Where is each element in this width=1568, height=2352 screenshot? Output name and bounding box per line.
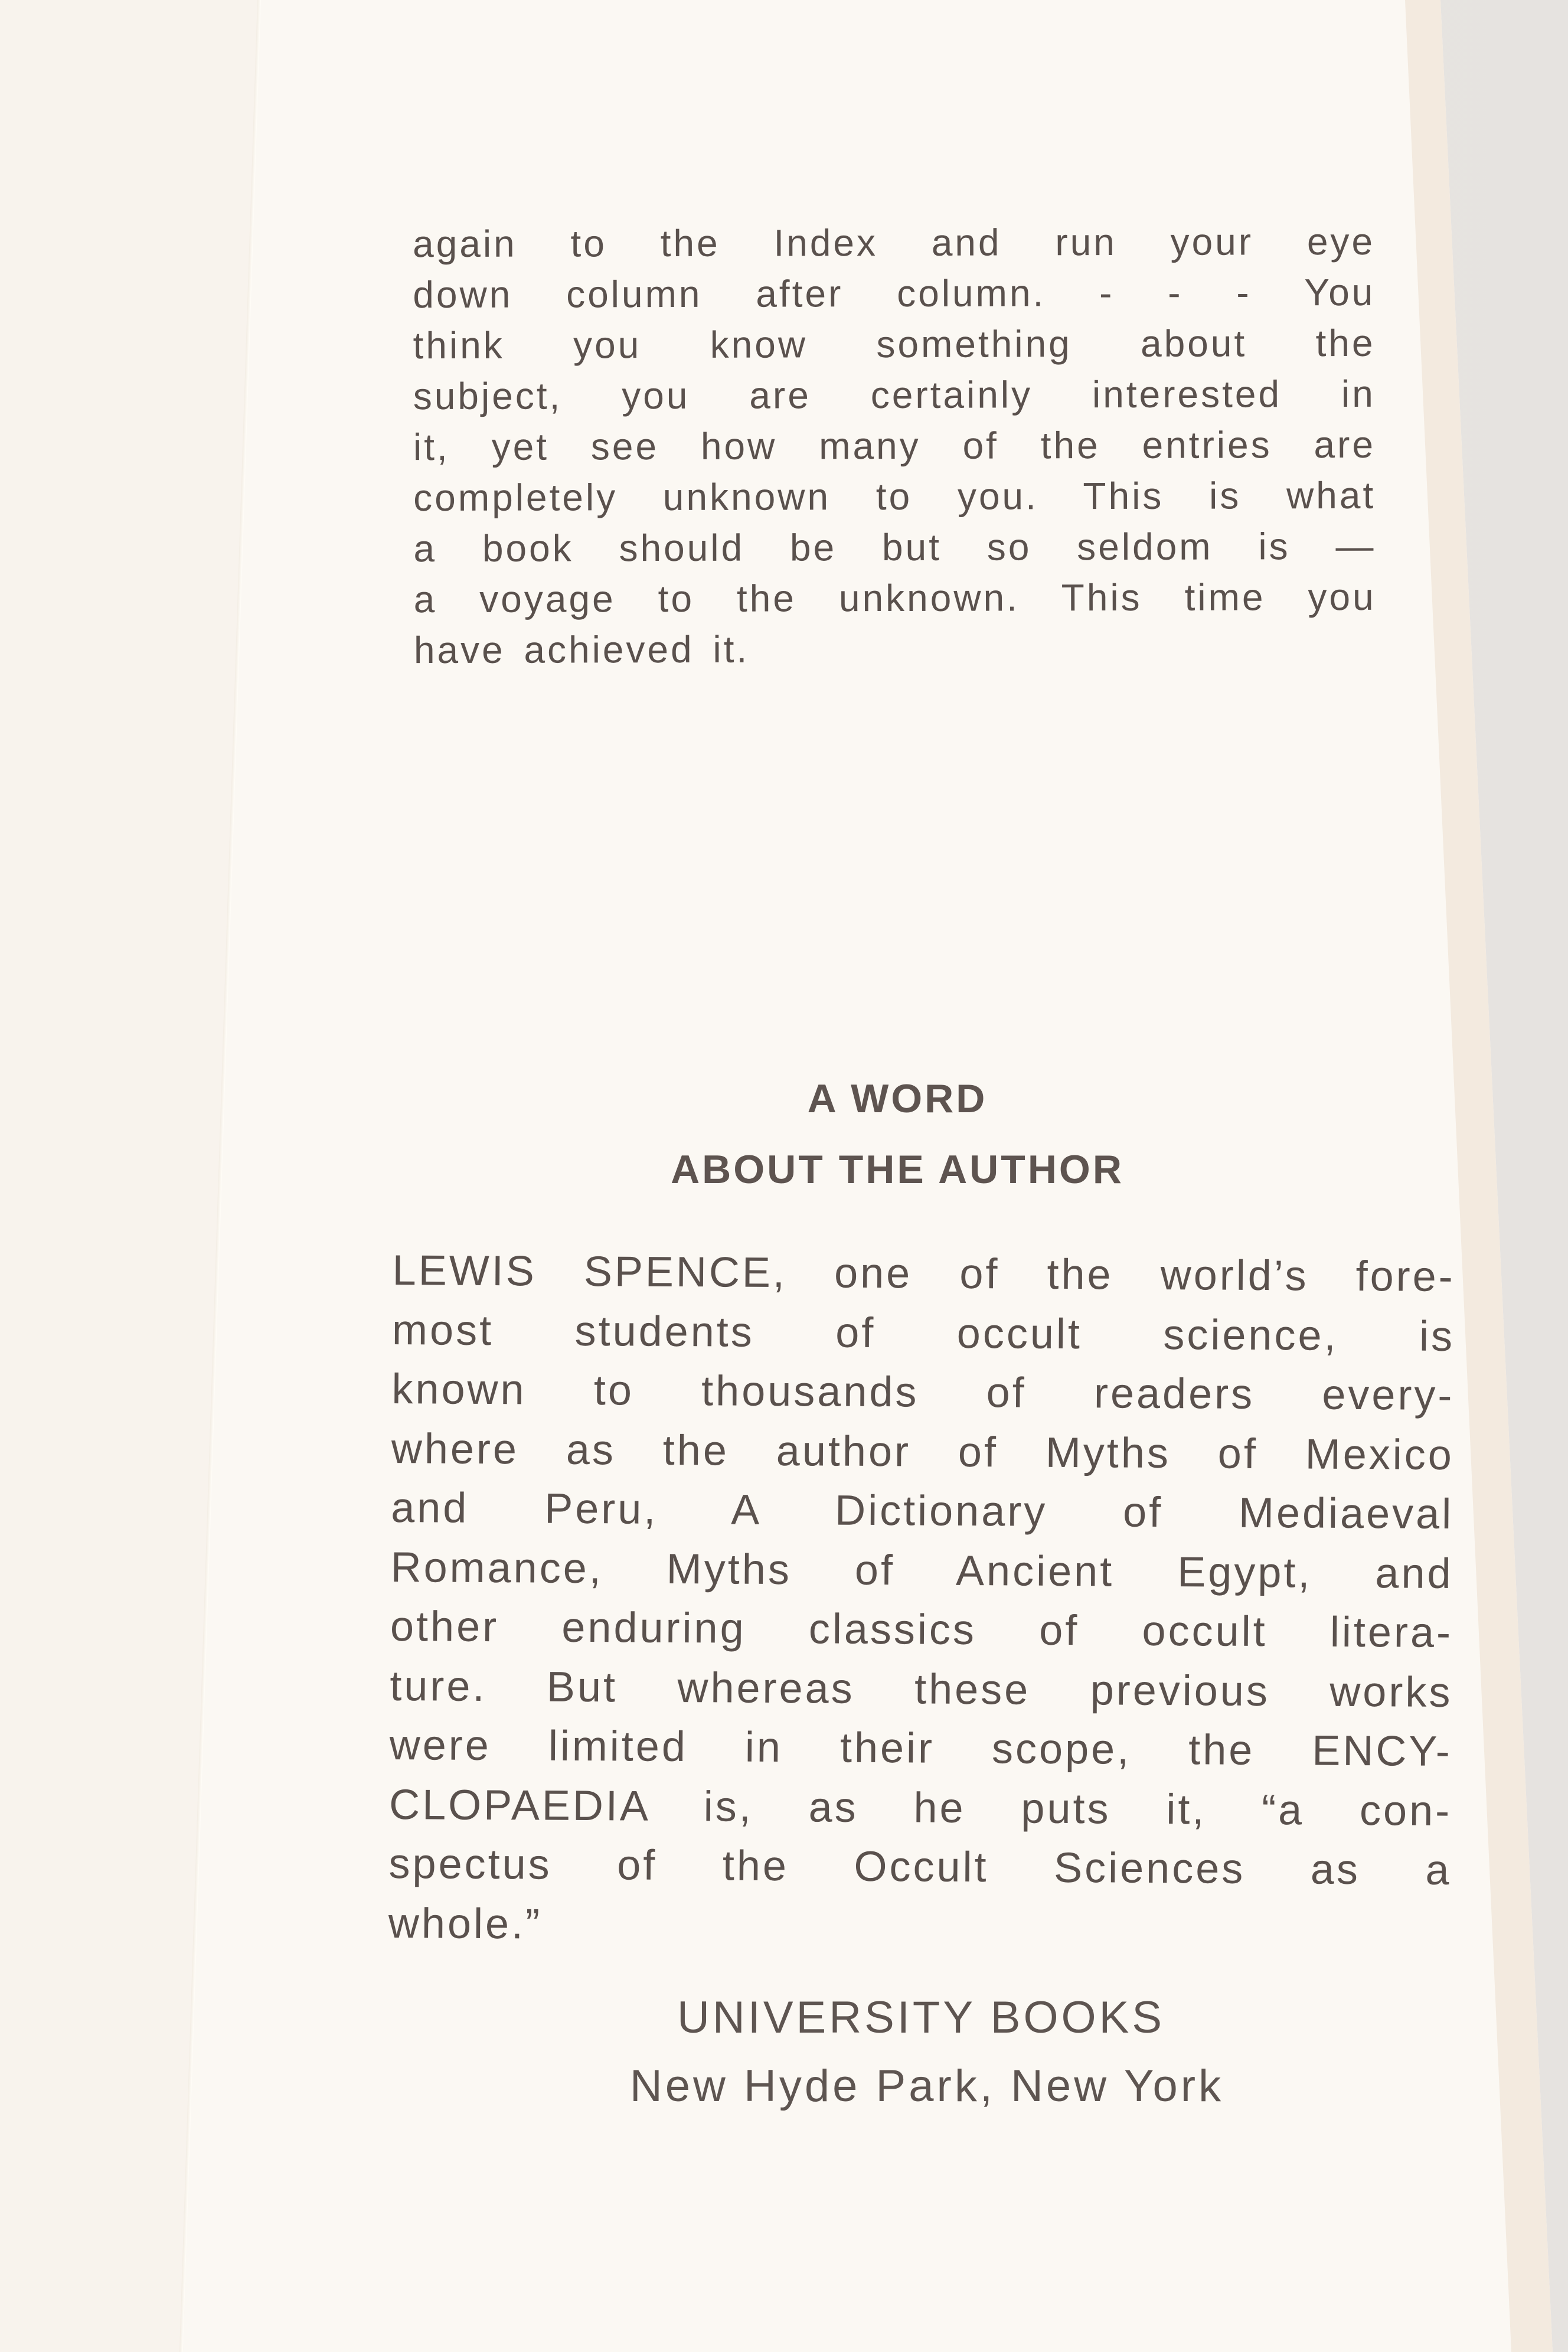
testimonial-line: again to the Index and run your eye — [413, 220, 1376, 266]
author-bio-line: other enduring classics of occult litera- — [390, 1602, 1453, 1657]
publisher-location: New Hyde Park, New York — [629, 2061, 1224, 2111]
author-bio-line: CLOPAEDIA is, as he puts it, “a con- — [388, 1781, 1452, 1835]
author-bio-line: where as the author of Myths of Mexico — [391, 1425, 1455, 1479]
author-bio-paragraph — [388, 1241, 1455, 1959]
testimonial-line: have achieved it. — [413, 628, 750, 672]
testimonial-line: it, yet see how many of the entries are — [413, 423, 1376, 469]
testimonial-line: down column after column. - - - You — [413, 270, 1376, 316]
author-bio-line: were limited in their scope, the ENCY- — [389, 1721, 1452, 1775]
author-bio-line: ture. But whereas these previous works — [390, 1662, 1453, 1716]
author-bio-line: known to thousands of readers every- — [391, 1365, 1455, 1419]
author-bio-line: spectus of the Occult Sciences as a — [388, 1840, 1452, 1894]
testimonial-line: think you know something about the — [413, 321, 1376, 367]
testimonial-line: a voyage to the unknown. This time you — [413, 575, 1376, 621]
testimonial-line: completely unknown to you. This is what — [413, 473, 1376, 520]
author-bio-line: and Peru, A Dictionary of Mediaeval — [390, 1484, 1454, 1538]
author-bio-line: whole.” — [388, 1899, 543, 1948]
publisher-name: UNIVERSITY BOOKS — [677, 1992, 1165, 2043]
testimonial-paragraph — [413, 216, 1376, 675]
section-heading-line-1: A WORD — [807, 1076, 988, 1121]
testimonial-line: a book should be but so seldom is — — [413, 524, 1376, 570]
section-heading-line-2: ABOUT THE AUTHOR — [671, 1147, 1124, 1192]
author-bio-line: most students of occult science, is — [391, 1306, 1455, 1360]
author-bio-line: LEWIS SPENCE, one of the world’s fore- — [392, 1246, 1455, 1301]
author-bio-line: Romance, Myths of Ancient Egypt, and — [390, 1543, 1453, 1598]
testimonial-line: subject, you are certainly interested in — [413, 372, 1376, 418]
